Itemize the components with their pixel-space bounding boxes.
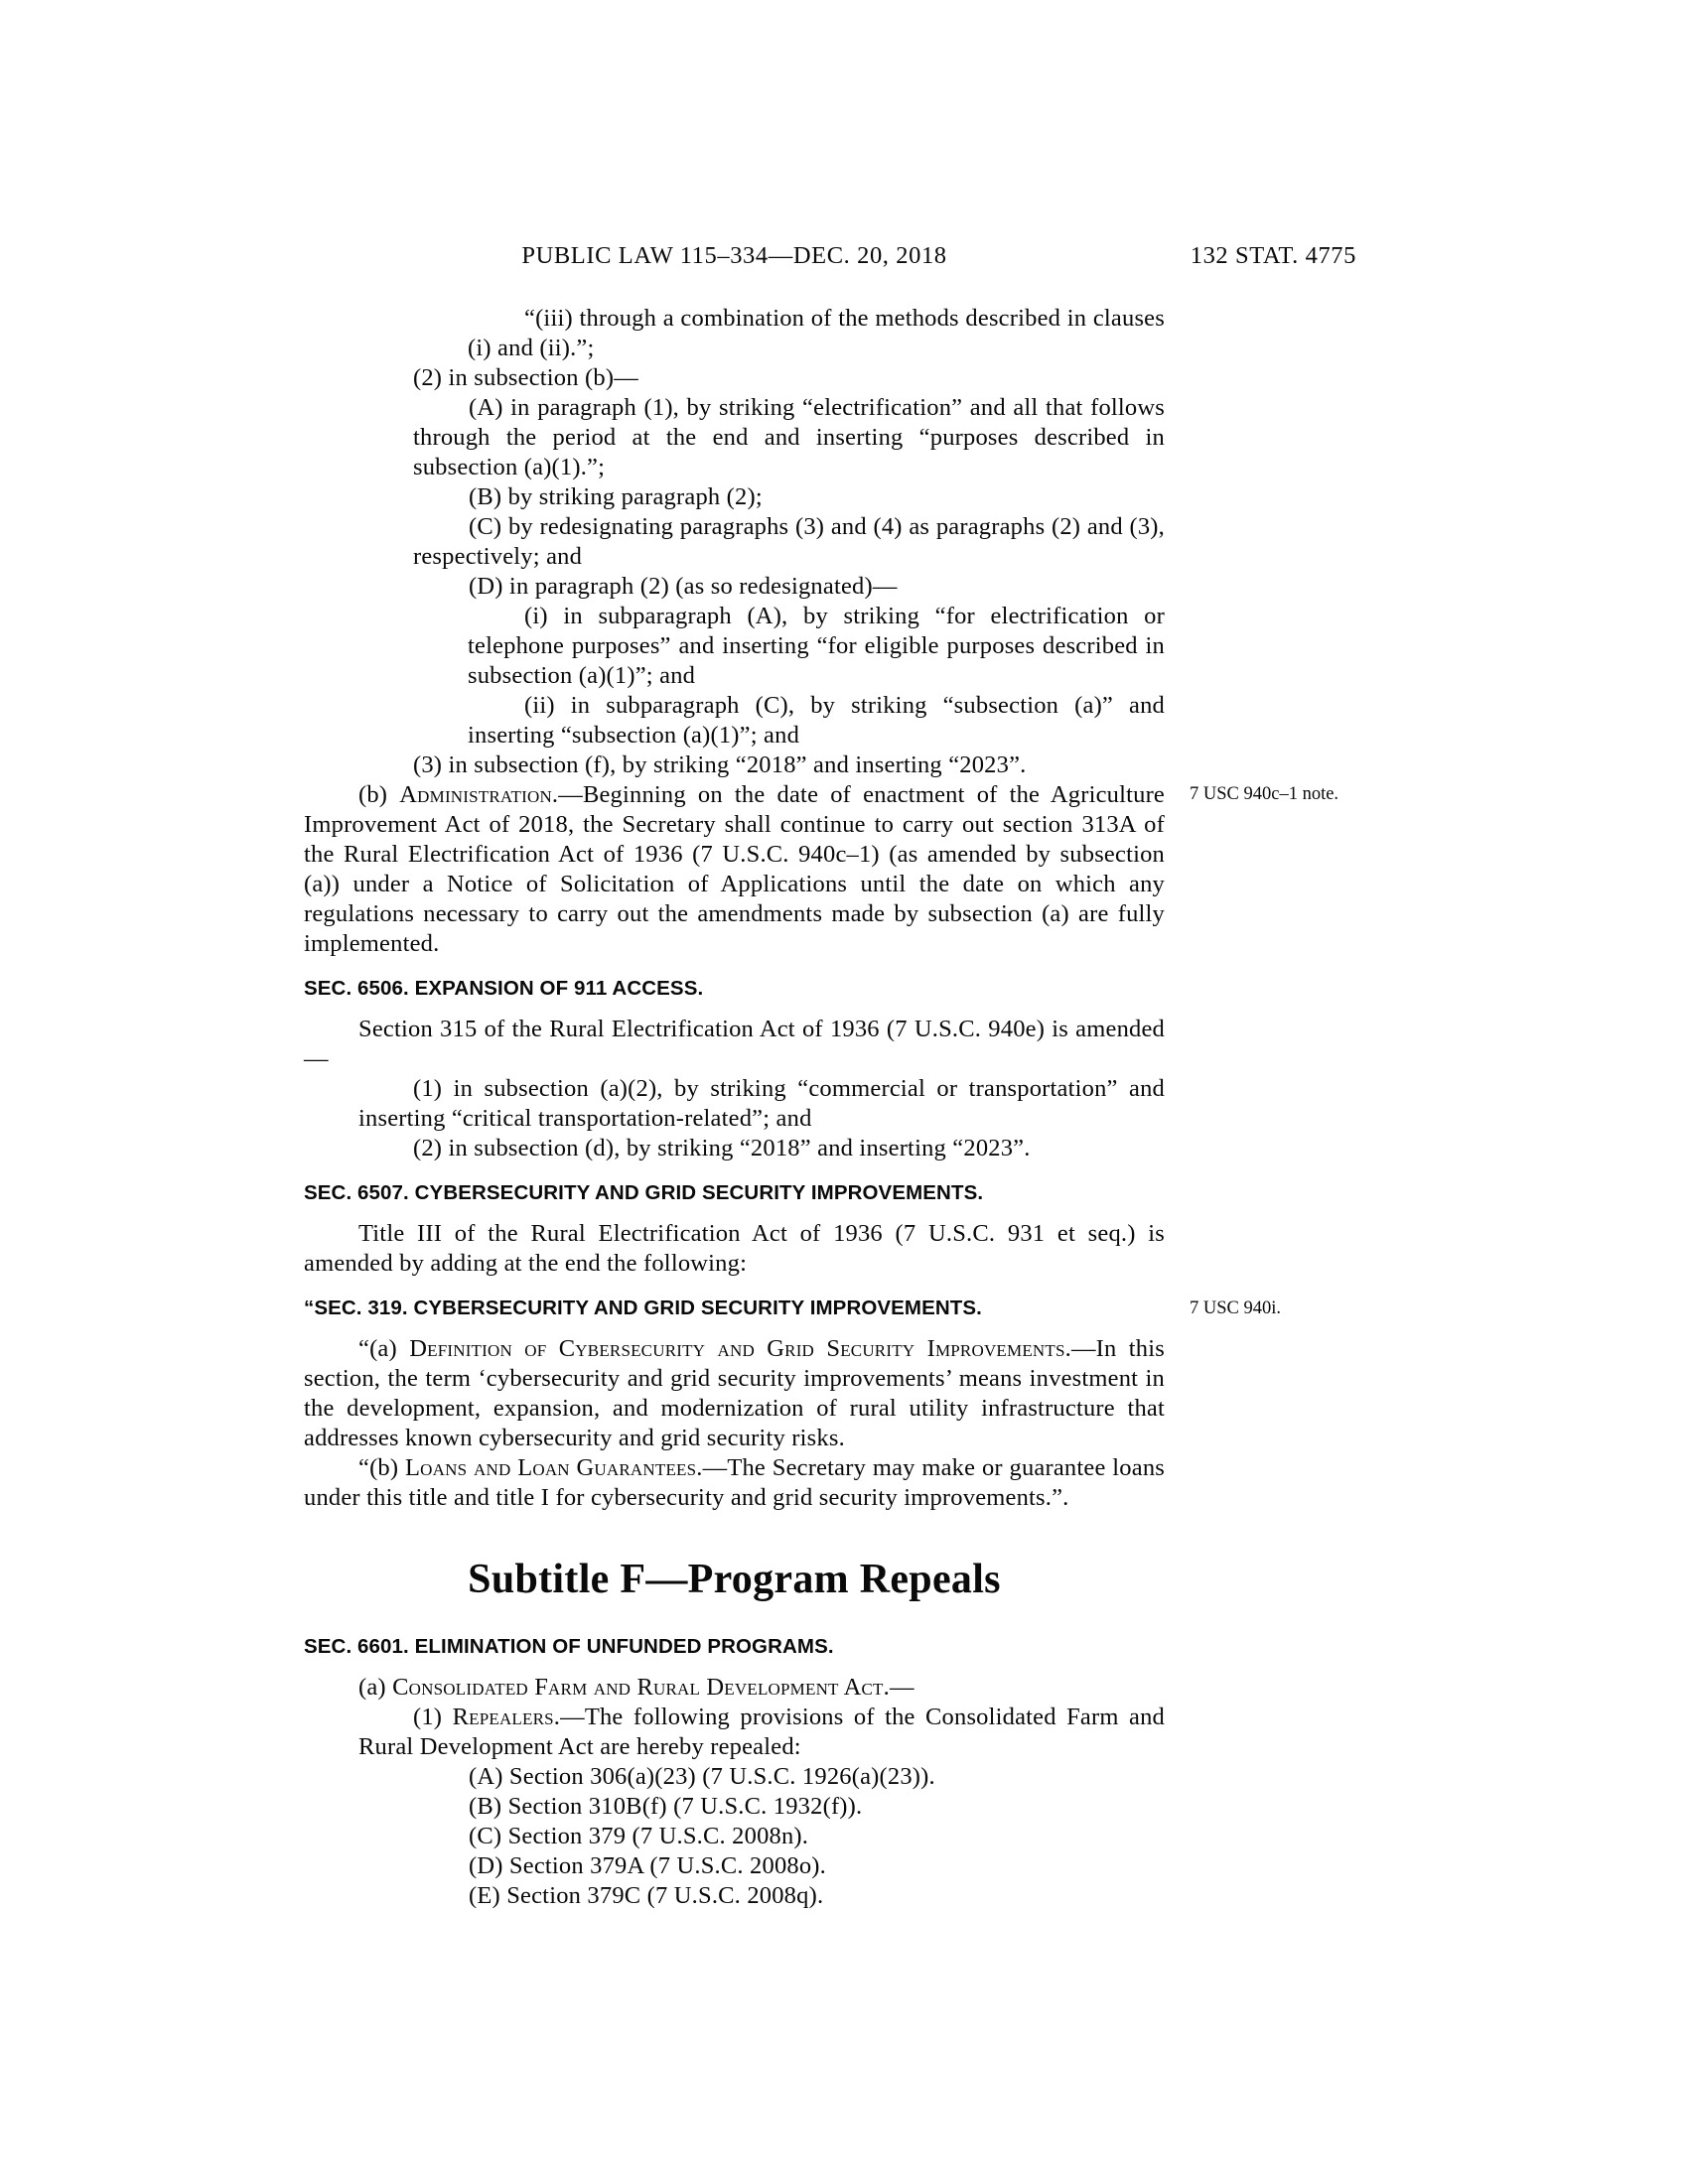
text-run: (C) by redesignating paragraphs (3) and (4) as paragraphs (2) and (3), respectively; and (413, 513, 1165, 570)
margin-note: 7 USC 940i. (1190, 1298, 1282, 1318)
text-run: (1) (413, 1704, 453, 1730)
small-caps-text: Administration (399, 781, 552, 808)
section-heading (304, 976, 1165, 1002)
margin-note: 7 USC 940c–1 note. (1190, 784, 1339, 804)
text-run: .—The following provisions of the Consolidated Farm and Rural Development Act are hereby repealed: (358, 1704, 1165, 1760)
stat-page-number: 132 STAT. 4775 (1190, 242, 1356, 269)
text-run: Section 315 of the Rural Electrification Act of 1936 (7 U.S.C. 940e) is amended— (304, 1016, 1165, 1072)
statute-paragraph (413, 393, 1165, 482)
document-body (304, 304, 1339, 1911)
statute-paragraph (358, 1134, 1165, 1163)
text-run: (B) Section 310B(f) (7 U.S.C. 1932(f)). (469, 1793, 863, 1820)
statute-paragraph (304, 1219, 1165, 1279)
text-run: (2) in subsection (b)— (413, 364, 638, 391)
statute-paragraph (304, 1334, 1165, 1453)
small-caps-text: Definition of Cybersecurity and Grid Security Improvements (409, 1335, 1065, 1362)
statute-paragraph (468, 602, 1165, 691)
text-run: (3) in subsection (f), by striking “2018” and inserting “2023”. (413, 751, 1027, 778)
text-run: (1) in subsection (a)(2), by striking “commercial or transportation” and inserting “critical transportation-related”; and (358, 1075, 1165, 1132)
text-run: “(a) (358, 1335, 410, 1362)
text-run: (b) (358, 781, 400, 808)
text-run: (a) (358, 1674, 393, 1701)
text-run: SEC. 6601. ELIMINATION OF UNFUNDED PROGRAMS. (304, 1635, 834, 1658)
text-run: (2) in subsection (d), by striking “2018” and inserting “2023”. (413, 1135, 1031, 1161)
statute-paragraph (358, 363, 1165, 393)
statute-paragraph (413, 1792, 1165, 1822)
text-run: .—In this section, the term ‘cybersecurity and grid security improvements’ means investment in the development, expansion, and modernization of rural utility infrastructure that addresses known cybersecurity and grid security risks. (304, 1335, 1165, 1451)
text-run: “(b) (358, 1454, 405, 1481)
statute-paragraph (468, 691, 1165, 751)
text-run: (E) Section 379C (7 U.S.C. 2008q). (469, 1882, 824, 1909)
text-run: .— (883, 1674, 914, 1701)
statute-paragraph (413, 1762, 1165, 1792)
text-run: (A) in paragraph (1), by striking “electrification” and all that follows through the period at the end and inserting “purposes described in subsection (a)(1).”; (413, 394, 1165, 480)
text-run: (D) Section 379A (7 U.S.C. 2008o). (469, 1852, 826, 1879)
statute-paragraph (358, 751, 1165, 780)
statute-paragraph (413, 1851, 1165, 1881)
statute-paragraph (304, 780, 1339, 959)
text-run: SEC. 6507. CYBERSECURITY AND GRID SECURITY IMPROVEMENTS. (304, 1181, 984, 1204)
statute-paragraph (468, 304, 1165, 363)
text-run: (C) Section 379 (7 U.S.C. 2008n). (469, 1823, 809, 1849)
statute-paragraph (304, 1673, 1165, 1703)
statute-paragraph (413, 482, 1165, 512)
text-run: .—Beginning on the date of enactment of the Agriculture Improvement Act of 2018, the Secretary shall continue to carry out section 313A of the Rural Electrification Act of 1936 (7 U.S.C. 940c–1) (as amended by subsection (a)) under a Notice of Solicitation of Applications until the date on which any regulations necessary to carry out the amendments made by subsection (a) are fully implemented. (304, 781, 1165, 957)
text-run: Subtitle F—Program Repeals (468, 1557, 1001, 1602)
text-run: “(iii) through a combination of the methods described in clauses (i) and (ii).”; (468, 305, 1165, 361)
statute-paragraph (413, 512, 1165, 572)
text-run: (B) by striking paragraph (2); (469, 483, 763, 510)
small-caps-text: Consolidated Farm and Rural Development Act (392, 1674, 884, 1701)
statute-paragraph (413, 1881, 1165, 1911)
statute-paragraph (413, 572, 1165, 602)
subtitle-heading (304, 1555, 1165, 1604)
section-heading (304, 1296, 1282, 1321)
text-run: Title III of the Rural Electrification Act of 1936 (7 U.S.C. 931 et seq.) is amended by adding at the end the following: (304, 1220, 1165, 1277)
text-run: SEC. 6506. EXPANSION OF 911 ACCESS. (304, 977, 704, 1000)
text-run: (A) Section 306(a)(23) (7 U.S.C. 1926(a)(23)). (469, 1763, 935, 1790)
statute-paragraph (413, 1822, 1165, 1851)
text-run: (ii) in subparagraph (C), by striking “subsection (a)” and inserting “subsection (a)(1)”; and (468, 692, 1165, 749)
section-heading (304, 1180, 1165, 1206)
text-run: “SEC. 319. CYBERSECURITY AND GRID SECURITY IMPROVEMENTS. (304, 1297, 982, 1319)
text-run: (D) in paragraph (2) (as so redesignated)— (469, 573, 898, 600)
statute-paragraph (358, 1703, 1165, 1762)
statute-paragraph (304, 1015, 1165, 1074)
statute-paragraph (304, 1453, 1165, 1513)
law-title: PUBLIC LAW 115–334—DEC. 20, 2018 (521, 242, 947, 269)
small-caps-text: Repealers (452, 1704, 554, 1730)
text-run: .—The Secretary may make or guarantee loans under this title and title I for cybersecurity and grid security improvements.”. (304, 1454, 1166, 1511)
statute-paragraph (358, 1074, 1165, 1134)
page-header (304, 241, 1356, 273)
text-run: (i) in subparagraph (A), by striking “for electrification or telephone purposes” and inserting “for eligible purposes described in subsection (a)(1)”; and (468, 603, 1165, 689)
section-heading (304, 1634, 1165, 1660)
small-caps-text: Loans and Loan Guarantees (405, 1454, 697, 1481)
